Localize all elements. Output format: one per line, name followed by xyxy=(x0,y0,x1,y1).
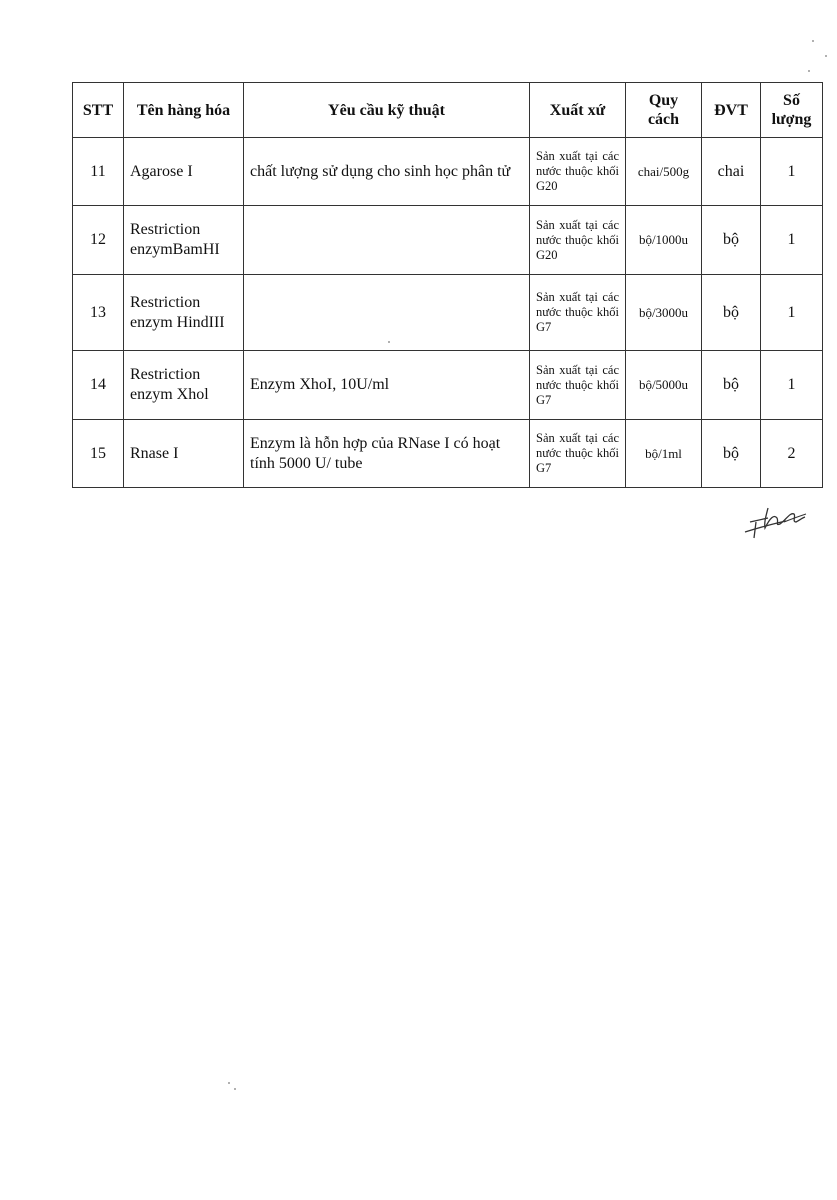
cell-qty: 1 xyxy=(761,206,823,275)
cell-origin: Sản xuất tại các nước thuộc khối G7 xyxy=(530,420,626,488)
header-spec: Quy cách xyxy=(626,83,702,138)
table-row xyxy=(73,206,823,275)
cell-name: Restriction enzymBamHI xyxy=(124,206,244,275)
scan-speck xyxy=(808,70,810,72)
cell-spec: bộ/1000u xyxy=(626,206,702,275)
cell-stt: 14 xyxy=(73,351,124,420)
header-qty: Số lượng xyxy=(761,83,823,138)
cell-unit: bộ xyxy=(702,351,761,420)
cell-origin: Sản xuất tại các nước thuộc khối G7 xyxy=(530,351,626,420)
cell-name: Restriction enzym Xhol xyxy=(124,351,244,420)
scan-speck xyxy=(234,1088,236,1090)
header-requirements: Yêu cầu kỹ thuật xyxy=(244,83,530,138)
cell-name: Agarose I xyxy=(124,138,244,206)
goods-table xyxy=(72,82,823,488)
cell-qty: 2 xyxy=(761,420,823,488)
cell-spec: chai/500g xyxy=(626,138,702,206)
cell-stt: 15 xyxy=(73,420,124,488)
cell-spec: bộ/3000u xyxy=(626,275,702,351)
cell-spec: bộ/1ml xyxy=(626,420,702,488)
handwritten-signature-icon xyxy=(742,498,808,540)
cell-stt: 13 xyxy=(73,275,124,351)
scan-speck xyxy=(388,341,390,343)
cell-name: Restriction enzym HindIII xyxy=(124,275,244,351)
cell-unit: bộ xyxy=(702,420,761,488)
table-row xyxy=(73,420,823,488)
table-row xyxy=(73,138,823,206)
cell-requirements: chất lượng sử dụng cho sinh học phân tử xyxy=(244,138,530,206)
scan-speck xyxy=(228,1082,230,1084)
cell-requirements: Enzym là hỗn hợp của RNase I có hoạt tính 5000 U/ tube xyxy=(244,420,530,488)
table-row xyxy=(73,275,823,351)
table-row xyxy=(73,351,823,420)
cell-requirements xyxy=(244,275,530,351)
scan-speck xyxy=(825,55,827,57)
scan-speck xyxy=(812,40,814,42)
header-stt: STT xyxy=(73,83,124,138)
cell-stt: 11 xyxy=(73,138,124,206)
cell-spec: bộ/5000u xyxy=(626,351,702,420)
cell-name: Rnase I xyxy=(124,420,244,488)
table-header-row xyxy=(73,83,823,138)
cell-qty: 1 xyxy=(761,275,823,351)
cell-origin: Sản xuất tại các nước thuộc khối G7 xyxy=(530,275,626,351)
header-name: Tên hàng hóa xyxy=(124,83,244,138)
cell-stt: 12 xyxy=(73,206,124,275)
cell-qty: 1 xyxy=(761,351,823,420)
cell-unit: chai xyxy=(702,138,761,206)
cell-requirements xyxy=(244,206,530,275)
cell-qty: 1 xyxy=(761,138,823,206)
cell-origin: Sản xuất tại các nước thuộc khối G20 xyxy=(530,138,626,206)
cell-origin: Sản xuất tại các nước thuộc khối G20 xyxy=(530,206,626,275)
cell-requirements: Enzym XhoI, 10U/ml xyxy=(244,351,530,420)
cell-unit: bộ xyxy=(702,275,761,351)
header-unit: ĐVT xyxy=(702,83,761,138)
cell-unit: bộ xyxy=(702,206,761,275)
header-origin: Xuất xứ xyxy=(530,83,626,138)
